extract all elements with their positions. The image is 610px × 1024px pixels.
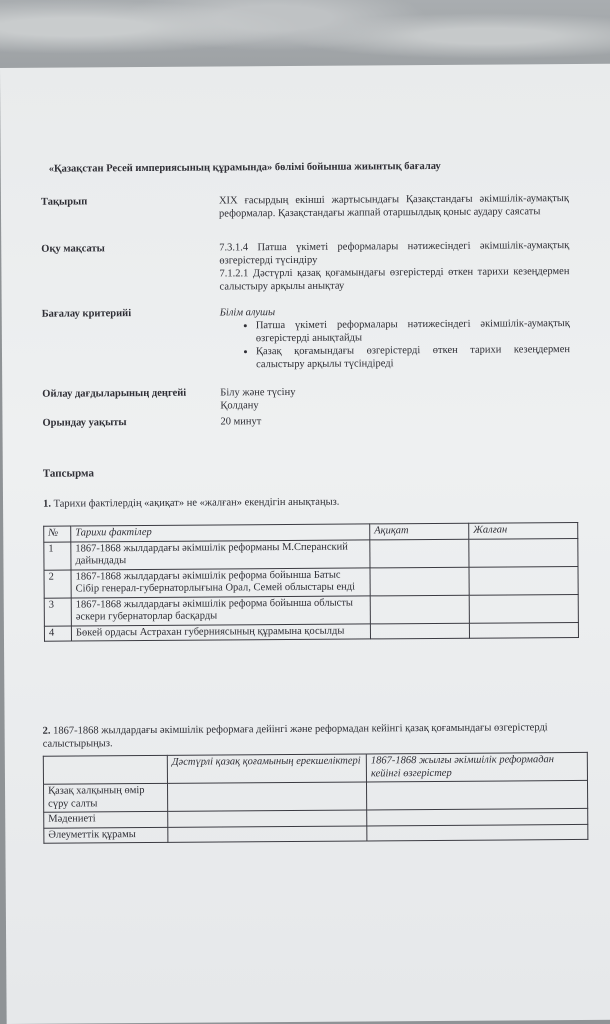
time-label: Орындау уақыты <box>42 417 127 429</box>
question-2-text: 1867-1868 жылдардағы әкімшілік реформаға дейінгі және реформадан кейінгі қазақ қоғамындағы өзгерістерді салыстырыңыз. <box>42 722 548 750</box>
thinking-value-2: Қолдану <box>220 400 259 412</box>
row-number: 3 <box>44 598 71 626</box>
question-2 <box>43 721 583 751</box>
criteria-sub: Білім алушы <box>219 307 276 319</box>
table-row <box>44 566 578 598</box>
question-1-text: Тарихи фактілердің «ақиқат» не «жалған» екендігін анықтаңыз. <box>53 496 340 510</box>
col-traditional: Дәстүрлі қазақ қоғамының ерекшеліктері <box>167 754 366 783</box>
row-fact: 1867-1868 жылдардағы әкімшілік реформа бойынша облысты әскери губернаторлар басқарды <box>71 595 370 625</box>
true-answer-cell[interactable] <box>370 539 469 568</box>
question-1-number: 1. <box>43 498 51 510</box>
col-true: Ақиқат <box>370 523 469 539</box>
after-reform-answer-cell[interactable] <box>367 808 588 825</box>
criteria-item: • Қазақ қоғамындағы өзгерістерді өткен тарихи кезеңдермен салыстыру арқылы түсіндіреді <box>256 343 570 371</box>
table-row <box>44 594 578 626</box>
traditional-answer-cell[interactable] <box>167 782 366 811</box>
criteria-label: Бағалау критерийі <box>41 308 132 320</box>
true-answer-cell[interactable] <box>370 623 469 639</box>
thinking-value-1: Білу және түсіну <box>220 386 296 399</box>
criteria-values <box>220 304 570 371</box>
criteria-item: • Патша үкіметі реформалары нәтижесіндегі әкімшілік-аумақтық өзгерістерді анықтайды <box>256 317 570 345</box>
objective-label: Оқу мақсаты <box>41 243 105 255</box>
after-reform-answer-cell[interactable] <box>367 824 588 841</box>
topic-value: XIX ғасырдың екінші жартысындағы Қазақстандағы әкімшілік-аумақтық реформалар. Қазақстандағы жаппай отаршылдық қоныс аудару саясаты <box>218 193 569 220</box>
col-false: Жалған <box>469 522 578 538</box>
task-heading: Тапсырма <box>42 467 94 480</box>
comparison-table <box>43 752 589 844</box>
worksheet-page <box>0 64 610 1024</box>
row-number: 4 <box>44 626 71 642</box>
row-fact: 1867-1868 жылдардағы әкімшілік реформа бойынша Батыс Сібір генерал-губернаторлығына Орал, Семей облыстары енді <box>71 567 370 597</box>
table-header-row <box>43 752 587 784</box>
row-aspect: Қазақ халқының өмір сүру салты <box>44 783 168 812</box>
row-aspect: Мәдениеті <box>44 811 168 827</box>
row-number: 1 <box>44 542 71 570</box>
page-title: «Қазақстан Ресей империясының құрамында» бөлімі бойынша жиынтық бағалау <box>48 160 441 175</box>
row-fact: Бөкей ордасы Астрахан губерниясының құрамына қосылды <box>71 623 370 641</box>
table-row <box>44 622 578 641</box>
row-fact: 1867-1868 жылдардағы әкімшілік реформаны М.Сперанский дайындады <box>71 539 370 569</box>
table-row <box>44 780 588 812</box>
false-answer-cell[interactable] <box>469 594 578 623</box>
time-value: 20 минут <box>220 416 262 428</box>
col-fact: Тарихи фактілер <box>71 524 370 542</box>
thinking-values <box>220 384 570 412</box>
after-reform-answer-cell[interactable] <box>366 780 587 810</box>
objective-values <box>219 239 569 293</box>
false-answer-cell[interactable] <box>469 566 578 595</box>
table-row <box>44 824 588 843</box>
question-1 <box>43 494 583 511</box>
objective-1: 7.3.1.4 Патша үкіметі реформалары нәтижесіндегі әкімшілік-аумақтық өзгерістерді түсіндіру <box>219 240 570 267</box>
table-row <box>44 538 578 570</box>
traditional-answer-cell[interactable] <box>168 810 367 827</box>
false-answer-cell[interactable] <box>469 622 578 638</box>
traditional-answer-cell[interactable] <box>168 825 367 842</box>
true-answer-cell[interactable] <box>370 567 469 596</box>
thinking-label: Ойлау дағдыларының деңгейі <box>42 387 187 400</box>
facts-table <box>43 522 579 642</box>
true-answer-cell[interactable] <box>370 595 469 624</box>
row-aspect: Әлеуметтік құрамы <box>44 827 168 843</box>
row-number: 2 <box>44 570 71 598</box>
criteria-list <box>220 317 570 371</box>
topic-label: Тақырып <box>40 196 88 208</box>
objective-2: 7.1.2.1 Дәстүрлі қазақ қоғамындағы өзгерістерді өткен тарихи кезеңдермен салыстыру арқылы анықтау <box>219 266 570 293</box>
col-number: № <box>44 526 71 542</box>
false-answer-cell[interactable] <box>469 538 578 567</box>
col-aspect <box>43 755 167 784</box>
question-2-number: 2. <box>42 725 51 737</box>
col-after-reform: 1867-1868 жылғы әкімшілік реформадан кейінгі өзгерістер <box>366 752 587 782</box>
